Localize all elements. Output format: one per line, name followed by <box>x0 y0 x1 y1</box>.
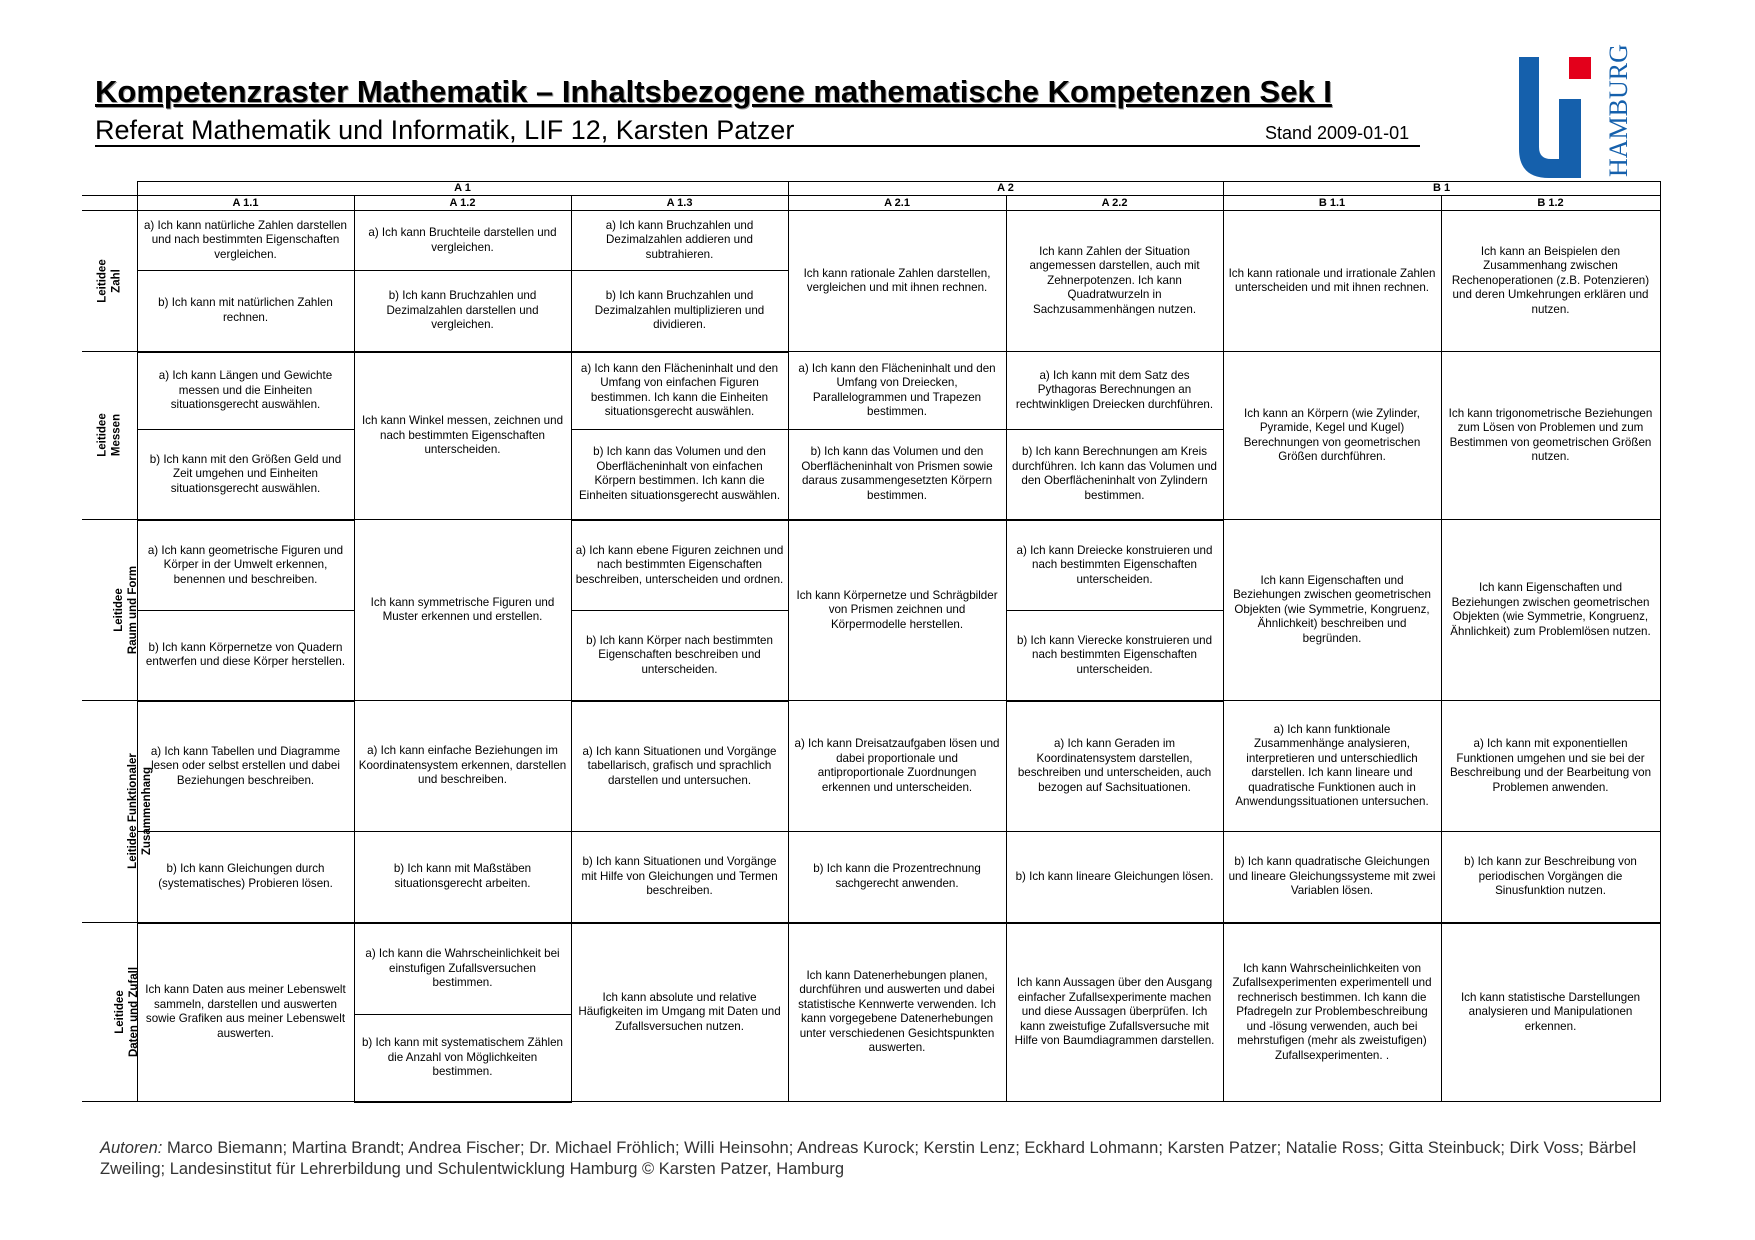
competency-cell: a) Ich kann Bruchzahlen und Dezimalzahlen addieren und subtrahieren. <box>571 211 788 271</box>
competency-cell: a) Ich kann mit dem Satz des Pythagoras Berechnungen an rechtwinkligen Dreiecken durchführen. <box>1006 352 1223 430</box>
competency-cell: Ich kann Wahrscheinlichkeiten von Zufallsexperimenten experimentell und rechnerisch bestimmen. Ich kann die Pfadregeln zur Problembeschreibung und -lösung verwenden, auch bei mehrstufigen (mehr als zweistufigen) Zufallsexperimenten. . <box>1223 923 1441 1102</box>
competency-cell: a) Ich kann Bruchteile darstellen und vergleichen. <box>354 211 571 271</box>
subtitle-underline <box>95 145 1420 147</box>
competency-cell: a) Ich kann den Flächeninhalt und den Umfang von einfachen Figuren bestimmen. Ich kann die Einheiten situationsgerecht auswählen. <box>571 352 788 430</box>
competency-cell: b) Ich kann mit den Größen Geld und Zeit umgehen und Einheiten situationsgerecht auswählen. <box>137 430 354 520</box>
competency-cell: a) Ich kann Geraden im Koordinatensystem darstellen, beschreiben und unterscheiden, auch bezogen auf Sachsituationen. <box>1006 701 1223 832</box>
competency-cell: Ich kann absolute und relative Häufigkeiten im Umgang mit Daten und Zufallsversuchen nutzen. <box>571 923 788 1102</box>
competency-cell: Ich kann Eigenschaften und Beziehungen zwischen geometrischen Objekten (wie Symmetrie, Kongruenz, Ähnlichkeit) beschreiben und begründen. <box>1223 520 1441 701</box>
competency-cell: b) Ich kann lineare Gleichungen lösen. <box>1006 832 1223 923</box>
competency-cell: a) Ich kann geometrische Figuren und Körper in der Umwelt erkennen, benennen und beschreiben. <box>137 520 354 611</box>
competency-cell: Ich kann Datenerhebungen planen, durchführen und auswerten und dabei statistische Kennwerte verwenden. Ich kann vorgegebene Datenerhebungen unter verschiedenen Gesichtspunkten auswerten. <box>788 923 1006 1102</box>
authors-text: Marco Biemann; Martina Brandt; Andrea Fischer; Dr. Michael Fröhlich; Willi Heinsohn; Andreas Kurock; Kerstin Lenz; Eckhard Lohmann; Karsten Patzer; Natalie Ross; Gitta Steinbuck; Dirk Voss; Bärbel Zweiling; Landesinstitut für Lehrerbildung und Schulentwicklung Hamburg © Karsten Patzer, Hamburg <box>100 1139 1637 1178</box>
competency-cell: b) Ich kann Situationen und Vorgänge mit Hilfe von Gleichungen und Termen beschreiben. <box>571 832 788 923</box>
competency-cell: a) Ich kann die Wahrscheinlichkeit bei einstufigen Zufallsversuchen bestimmen. <box>354 923 571 1015</box>
li-logo-icon <box>1515 44 1645 180</box>
competency-cell: b) Ich kann Bruchzahlen und Dezimalzahlen darstellen und vergleichen. <box>354 271 571 352</box>
column-header: B 1.1 <box>1223 196 1441 211</box>
competency-cell: a) Ich kann Dreiecke konstruieren und nach bestimmten Eigenschaften unterscheiden. <box>1006 520 1223 611</box>
competency-cell: Ich kann rationale Zahlen darstellen, vergleichen und mit ihnen rechnen. <box>788 211 1006 352</box>
authors-footer <box>100 1138 1660 1180</box>
competency-cell: a) Ich kann mit exponentiellen Funktionen umgehen und sie bei der Beschreibung und der Bearbeitung von Problemen anwenden. <box>1441 701 1660 832</box>
competency-cell: Ich kann Daten aus meiner Lebenswelt sammeln, darstellen und auswerten sowie Grafiken aus meiner Lebenswelt auswerten. <box>137 923 354 1102</box>
group-header-a2: A 2 <box>788 182 1223 196</box>
competency-cell: Ich kann statistische Darstellungen analysieren und Manipulationen erkennen. <box>1441 923 1660 1102</box>
column-header: A 1.1 <box>137 196 354 211</box>
column-header: A 1.3 <box>571 196 788 211</box>
corner-cell <box>82 182 137 196</box>
competency-cell: b) Ich kann zur Beschreibung von periodischen Vorgängen die Sinusfunktion nutzen. <box>1441 832 1660 923</box>
corner-cell <box>82 196 137 211</box>
competency-cell: b) Ich kann Berechnungen am Kreis durchführen. Ich kann das Volumen und den Oberflächeninhalt von Zylindern bestimmen. <box>1006 430 1223 520</box>
competency-cell: b) Ich kann mit systematischem Zählen die Anzahl von Möglichkeiten bestimmen. <box>354 1015 571 1102</box>
competency-cell: b) Ich kann quadratische Gleichungen und lineare Gleichungssysteme mit zwei Variablen lösen. <box>1223 832 1441 923</box>
competency-cell: b) Ich kann Bruchzahlen und Dezimalzahlen multiplizieren und dividieren. <box>571 271 788 352</box>
competency-cell: Ich kann Winkel messen, zeichnen und nach bestimmten Eigenschaften unterscheiden. <box>354 352 571 520</box>
competency-cell: Ich kann symmetrische Figuren und Muster erkennen und erstellen. <box>354 520 571 701</box>
competency-cell: a) Ich kann Situationen und Vorgänge tabellarisch, grafisch und sprachlich darstellen und untersuchen. <box>571 701 788 832</box>
page-subtitle: Referat Mathematik und Informatik, LIF 12, Karsten Patzer <box>95 115 795 145</box>
competency-cell: a) Ich kann einfache Beziehungen im Koordinatensystem erkennen, darstellen und beschreiben. <box>354 701 571 832</box>
competency-cell: Ich kann Aussagen über den Ausgang einfacher Zufallsexperimente machen und diese Aussagen überprüfen. Ich kann zweistufige Zufallsversuche mit Hilfe von Baumdiagrammen darstellen. <box>1006 923 1223 1102</box>
authors-label: Autoren: <box>100 1139 163 1157</box>
column-header: A 1.2 <box>354 196 571 211</box>
row-label-daten-und-zufall: Leitidee Daten und Zufall <box>82 923 137 1102</box>
competency-cell: a) Ich kann Dreisatzaufgaben lösen und dabei proportionale und antiproportionale Zuordnungen erkennen und unterscheiden. <box>788 701 1006 832</box>
hamburg-logo-text: HAMBURG <box>1604 44 1633 177</box>
competency-cell: Ich kann an Beispielen den Zusammenhang zwischen Rechenoperationen (z.B. Potenzieren) und deren Umkehrungen erklären und nutzen. <box>1441 211 1660 352</box>
competency-cell: b) Ich kann Vierecke konstruieren und nach bestimmten Eigenschaften unterscheiden. <box>1006 611 1223 701</box>
competency-grid <box>82 181 1661 1103</box>
competency-cell: a) Ich kann Tabellen und Diagramme lesen oder selbst erstellen und dabei Beziehungen beschreiben. <box>137 701 354 832</box>
hamburg-logo <box>1515 44 1645 180</box>
row-label-zahl: Leitidee Zahl <box>82 211 137 352</box>
row-label-messen: Leitidee Messen <box>82 352 137 520</box>
competency-cell: Ich kann trigonometrische Beziehungen zum Lösen von Problemen und zum Bestimmen von geometrischen Größen nutzen. <box>1441 352 1660 520</box>
competency-cell: a) Ich kann natürliche Zahlen darstellen und nach bestimmten Eigenschaften vergleichen. <box>137 211 354 271</box>
column-header: A 2.2 <box>1006 196 1223 211</box>
column-header: B 1.2 <box>1441 196 1660 211</box>
competency-cell: a) Ich kann den Flächeninhalt und den Umfang von Dreiecken, Parallelogrammen und Trapezen bestimmen. <box>788 352 1006 430</box>
competency-cell: b) Ich kann mit Maßstäben situationsgerecht arbeiten. <box>354 832 571 923</box>
competency-cell: a) Ich kann funktionale Zusammenhänge analysieren, interpretieren und unterschiedlich darstellen. Ich kann lineare und quadratische Funktionen auch in Anwendungssituationen untersuchen. <box>1223 701 1441 832</box>
competency-cell: Ich kann an Körpern (wie Zylinder, Pyramide, Kegel und Kugel) Berechnungen von geometrischen Größen durchführen. <box>1223 352 1441 520</box>
page-title: Kompetenzraster Mathematik – Inhaltsbezogene mathematische Kompetenzen Sek I <box>95 74 1332 109</box>
competency-cell: a) Ich kann Längen und Gewichte messen und die Einheiten situationsgerecht auswählen. <box>137 352 354 430</box>
competency-cell: b) Ich kann die Prozentrechnung sachgerecht anwenden. <box>788 832 1006 923</box>
row-label-funktionaler-zusammenhang: Leitidee Funktionaler Zusammenhang <box>82 701 137 923</box>
group-header-b1: B 1 <box>1223 182 1660 196</box>
group-header-a1: A 1 <box>137 182 788 196</box>
competency-cell: a) Ich kann ebene Figuren zeichnen und nach bestimmten Eigenschaften beschreiben, unterscheiden und ordnen. <box>571 520 788 611</box>
competency-cell: b) Ich kann Körpernetze von Quadern entwerfen und diese Körper herstellen. <box>137 611 354 701</box>
competency-cell: b) Ich kann Körper nach bestimmten Eigenschaften beschreiben und unterscheiden. <box>571 611 788 701</box>
competency-cell: b) Ich kann das Volumen und den Oberflächeninhalt von Prismen sowie daraus zusammengesetzten Körpern bestimmen. <box>788 430 1006 520</box>
competency-cell: b) Ich kann das Volumen und den Oberflächeninhalt von einfachen Körpern bestimmen. Ich kann die Einheiten situationsgerecht auswählen. <box>571 430 788 520</box>
row-label-raum-und-form: Leitidee Raum und Form <box>82 520 137 701</box>
competency-cell: Ich kann rationale und irrationale Zahlen unterscheiden und mit ihnen rechnen. <box>1223 211 1441 352</box>
competency-cell: b) Ich kann mit natürlichen Zahlen rechnen. <box>137 271 354 352</box>
date-stamp: Stand 2009-01-01 <box>1265 123 1410 143</box>
competency-cell: Ich kann Zahlen der Situation angemessen darstellen, auch mit Zehnerpotenzen. Ich kann Quadratwurzeln in Sachzusammenhängen nutzen. <box>1006 211 1223 352</box>
competency-cell: Ich kann Eigenschaften und Beziehungen zwischen geometrischen Objekten (wie Symmetrie, Kongruenz, Ähnlichkeit) zum Problemlösen nutzen. <box>1441 520 1660 701</box>
competency-cell: Ich kann Körpernetze und Schrägbilder von Prismen zeichnen und Körpermodelle herstellen. <box>788 520 1006 701</box>
competency-cell: b) Ich kann Gleichungen durch (systematisches) Probieren lösen. <box>137 832 354 923</box>
column-header: A 2.1 <box>788 196 1006 211</box>
